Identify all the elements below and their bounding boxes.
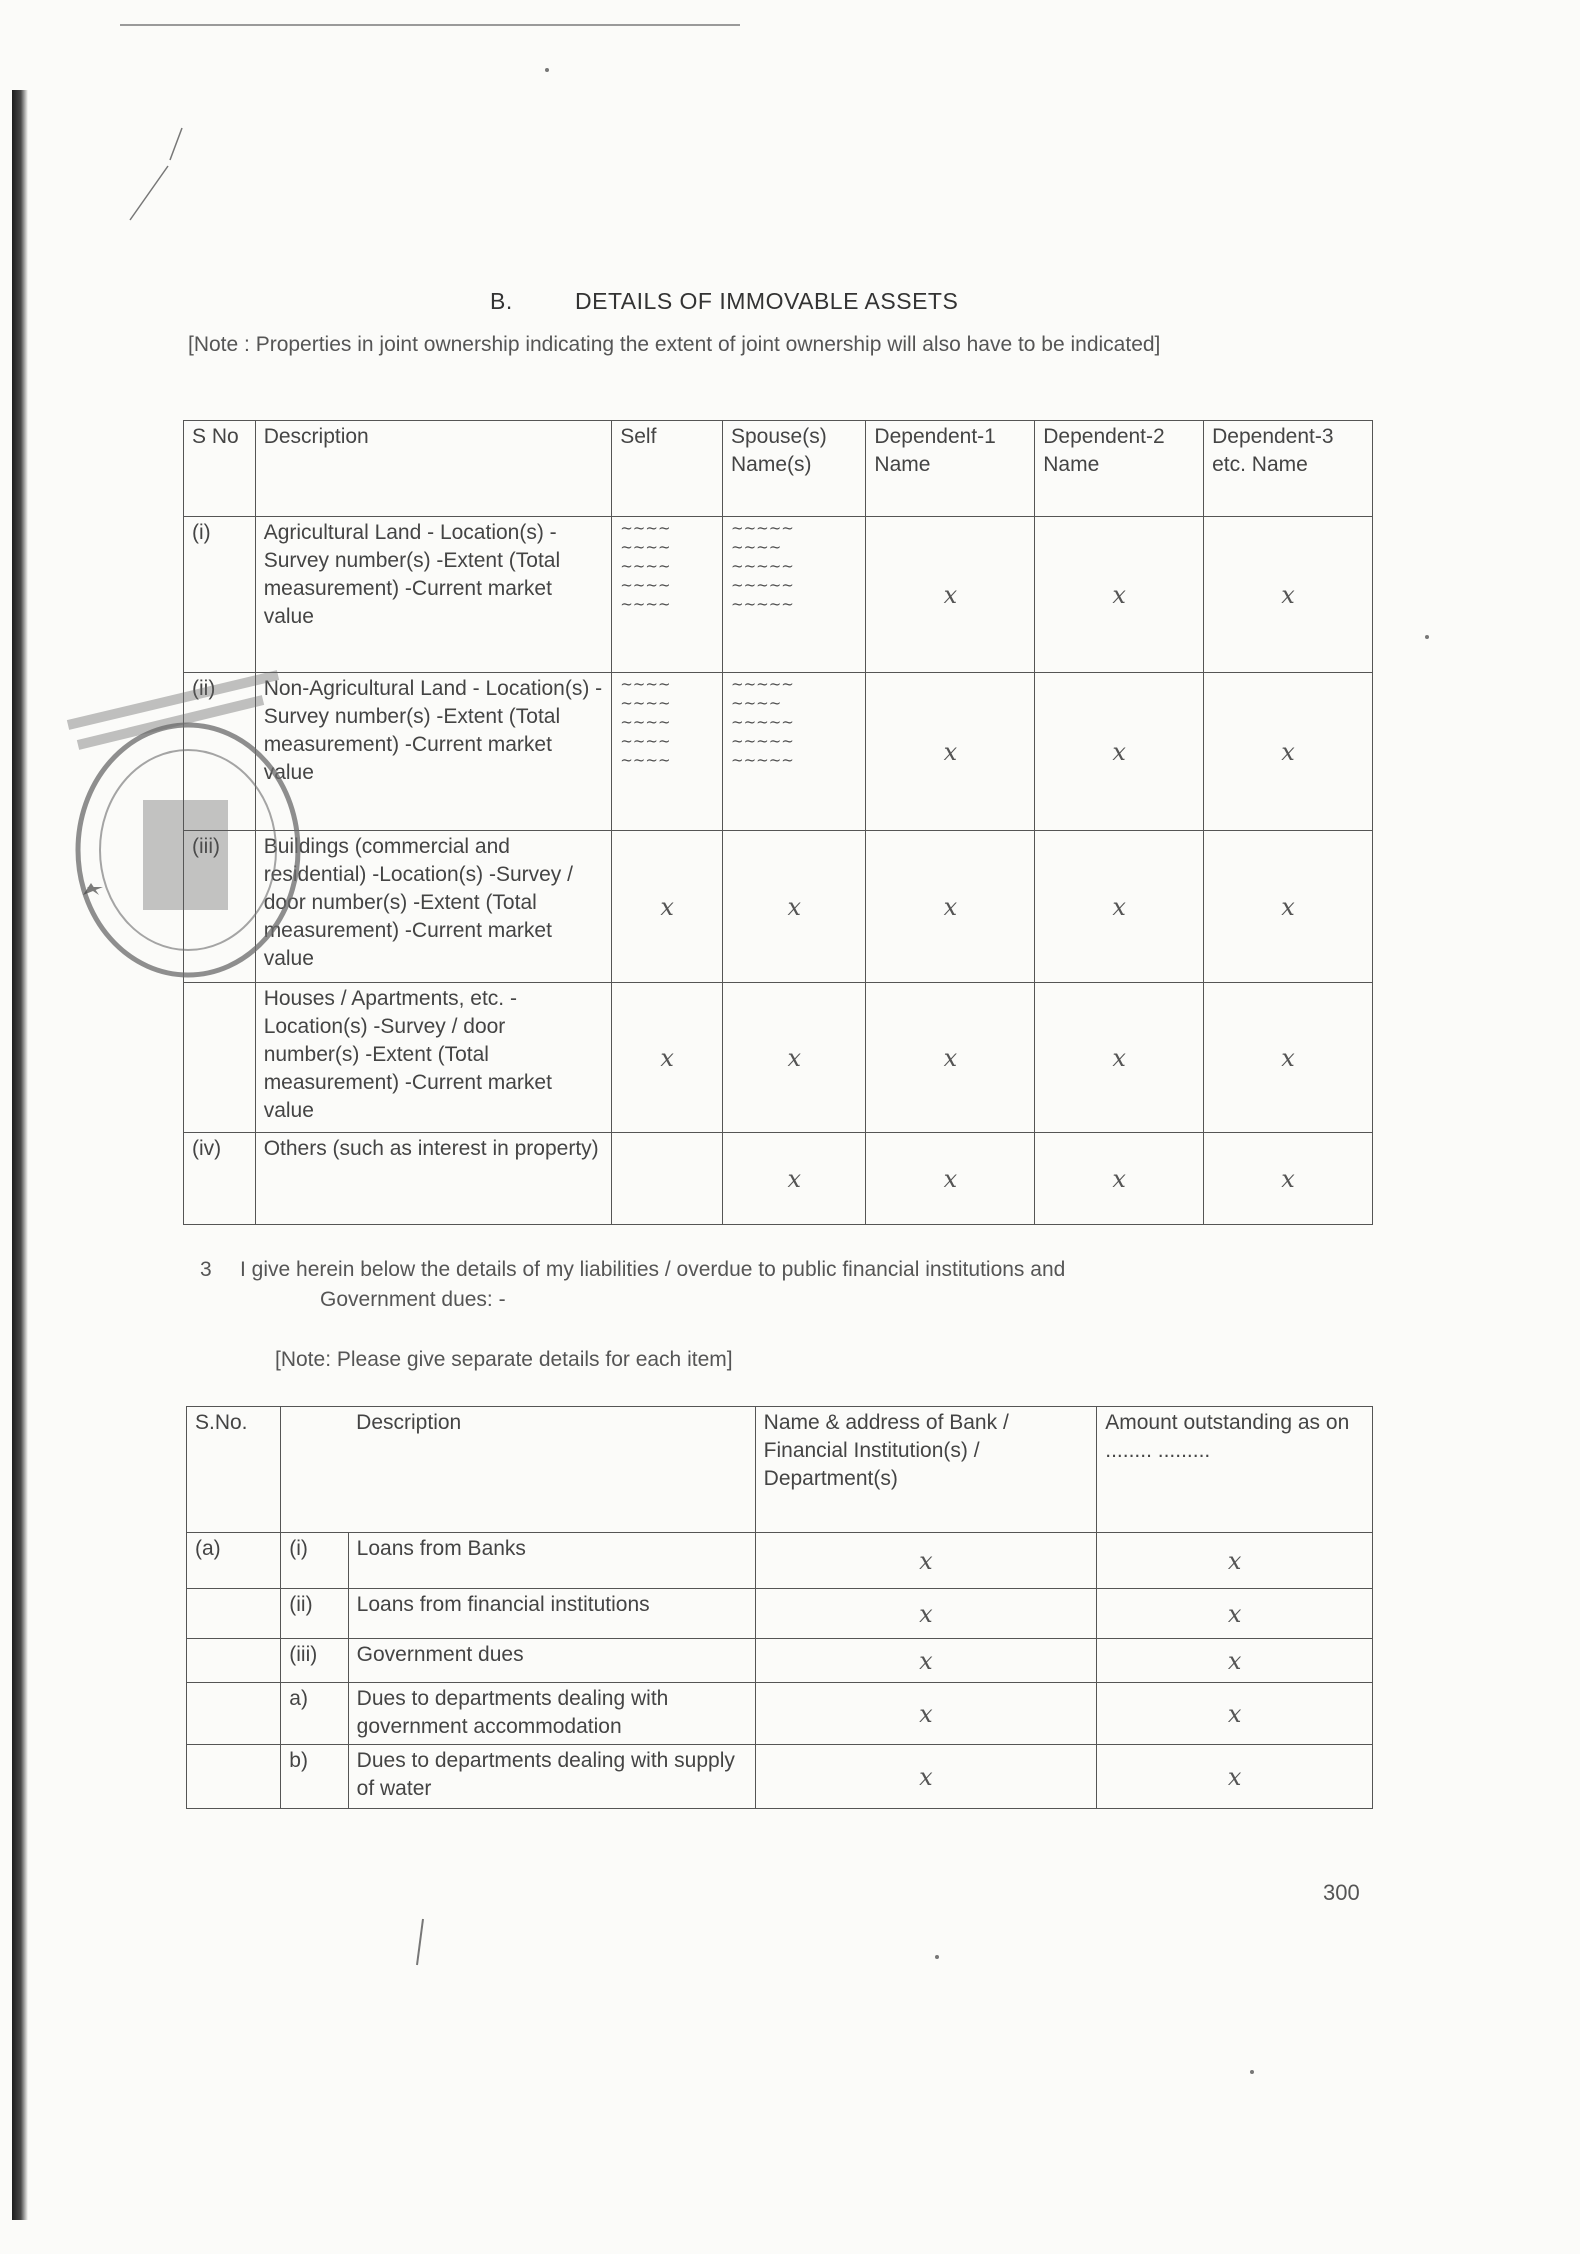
asset-no: (iii) bbox=[184, 831, 256, 983]
asset-row bbox=[184, 983, 1373, 1133]
liabilities-intro bbox=[200, 1255, 1065, 1315]
asset-description: Houses / Apartments, etc. -Location(s) -Survey / door number(s) -Extent (Total measurement) -Current market value bbox=[255, 983, 612, 1133]
liabilities-header-row bbox=[187, 1407, 1373, 1533]
asset-description: Agricultural Land - Location(s) -Survey number(s) -Extent (Total measurement) -Current market value bbox=[255, 517, 612, 673]
liability-row bbox=[187, 1589, 1373, 1639]
immovable-assets-table bbox=[183, 420, 1373, 1225]
asset-row bbox=[184, 1133, 1373, 1225]
header-dependent-1: Dependent-1 Name bbox=[866, 421, 1035, 517]
asset-description: Non-Agricultural Land - Location(s) -Survey number(s) -Extent (Total measurement) -Current market value bbox=[255, 673, 612, 831]
asset-dep2-mark: x bbox=[1035, 517, 1204, 673]
asset-self-handwriting bbox=[612, 517, 723, 673]
asset-dep3-mark: x bbox=[1204, 983, 1373, 1133]
asset-dep1-mark: x bbox=[866, 1133, 1035, 1225]
liability-sno bbox=[187, 1589, 281, 1639]
liability-amount-mark: x bbox=[1097, 1745, 1373, 1809]
liability-sub-number: (iii) bbox=[281, 1639, 348, 1683]
header-description: Description bbox=[255, 421, 612, 517]
liability-sno bbox=[187, 1745, 281, 1809]
liability-sno bbox=[187, 1683, 281, 1745]
item-text-continued: Government dues: - bbox=[320, 1288, 506, 1311]
scan-edge-shadow bbox=[12, 90, 28, 2220]
section-letter: B. bbox=[490, 288, 513, 314]
page-number: 300 bbox=[1323, 1880, 1360, 1905]
asset-dep3-mark: x bbox=[1204, 673, 1373, 831]
liability-row bbox=[187, 1745, 1373, 1809]
header-spacer bbox=[281, 1407, 348, 1533]
liability-bank-mark: x bbox=[755, 1533, 1097, 1589]
asset-no: (i) bbox=[184, 517, 256, 673]
liabilities-table bbox=[186, 1406, 1373, 1809]
header-dependent-3: Dependent-3 etc. Name bbox=[1204, 421, 1373, 517]
asset-spouse-mark: x bbox=[723, 983, 866, 1133]
asset-no: (ii) bbox=[184, 673, 256, 831]
separate-details-note: [Note: Please give separate details for each item] bbox=[275, 1348, 733, 1371]
asset-spouse-mark: x bbox=[723, 831, 866, 983]
liability-bank-mark: x bbox=[755, 1745, 1097, 1809]
liability-sub-number: b) bbox=[281, 1745, 348, 1809]
asset-dep1-mark: x bbox=[866, 983, 1035, 1133]
asset-spouse-mark: x bbox=[723, 1133, 866, 1225]
asset-dep1-mark: x bbox=[866, 517, 1035, 673]
handwritten-scribble: ~~~~~ ~~~~ ~~~~~ ~~~~~ ~~~~~ bbox=[731, 519, 794, 613]
asset-self-handwriting bbox=[612, 673, 723, 831]
liability-amount-mark: x bbox=[1097, 1683, 1373, 1745]
header-dependent-2: Dependent-2 Name bbox=[1035, 421, 1204, 517]
asset-no bbox=[184, 983, 256, 1133]
pen-stroke-mark bbox=[405, 1915, 435, 1975]
asset-row bbox=[184, 673, 1373, 831]
liability-description: Dues to departments dealing with government accommodation bbox=[348, 1683, 755, 1745]
item-number: 3 bbox=[200, 1258, 212, 1281]
liability-amount-mark: x bbox=[1097, 1639, 1373, 1683]
section-title: DETAILS OF IMMOVABLE ASSETS bbox=[575, 288, 959, 314]
liability-sub-number: a) bbox=[281, 1683, 348, 1745]
liability-row bbox=[187, 1639, 1373, 1683]
item-text: I give herein below the details of my liabilities / overdue to public financial institutions and bbox=[240, 1258, 1066, 1281]
asset-self-mark bbox=[612, 1133, 723, 1225]
asset-dep3-mark: x bbox=[1204, 1133, 1373, 1225]
scan-speck bbox=[545, 68, 549, 72]
handwritten-scribble: ~~~~ ~~~~ ~~~~ ~~~~ ~~~~ bbox=[620, 519, 671, 613]
asset-dep2-mark: x bbox=[1035, 1133, 1204, 1225]
assets-header-row bbox=[184, 421, 1373, 517]
header-sno: S No bbox=[184, 421, 256, 517]
liability-row bbox=[187, 1533, 1373, 1589]
asset-self-mark: x bbox=[612, 831, 723, 983]
liability-amount-mark: x bbox=[1097, 1533, 1373, 1589]
liability-sub-number: (ii) bbox=[281, 1589, 348, 1639]
asset-dep2-mark: x bbox=[1035, 831, 1204, 983]
liability-description: Loans from Banks bbox=[348, 1533, 755, 1589]
asset-description: Others (such as interest in property) bbox=[255, 1133, 612, 1225]
handwritten-scribble: ~~~~~ ~~~~ ~~~~~ ~~~~~ ~~~~~ bbox=[731, 675, 794, 769]
asset-dep2-mark: x bbox=[1035, 673, 1204, 831]
asset-dep3-mark: x bbox=[1204, 517, 1373, 673]
liability-bank-mark: x bbox=[755, 1639, 1097, 1683]
header-description: Description bbox=[348, 1407, 755, 1533]
handwritten-scribble: ~~~~ ~~~~ ~~~~ ~~~~ ~~~~ bbox=[620, 675, 671, 769]
asset-dep1-mark: x bbox=[866, 673, 1035, 831]
liability-sno bbox=[187, 1639, 281, 1683]
asset-spouse-handwriting bbox=[723, 517, 866, 673]
liability-description: Loans from financial institutions bbox=[348, 1589, 755, 1639]
liability-bank-mark: x bbox=[755, 1683, 1097, 1745]
liability-row bbox=[187, 1683, 1373, 1745]
header-sno: S.No. bbox=[187, 1407, 281, 1533]
header-self: Self bbox=[612, 421, 723, 517]
header-amount: Amount outstanding as on ........ ......... bbox=[1097, 1407, 1373, 1533]
liability-description: Government dues bbox=[348, 1639, 755, 1683]
asset-self-mark: x bbox=[612, 983, 723, 1133]
liability-bank-mark: x bbox=[755, 1589, 1097, 1639]
header-spouse: Spouse(s) Name(s) bbox=[723, 421, 866, 517]
liability-sno: (a) bbox=[187, 1533, 281, 1589]
top-rule bbox=[120, 24, 740, 26]
asset-row bbox=[184, 517, 1373, 673]
asset-row bbox=[184, 831, 1373, 983]
scan-speck bbox=[1250, 2070, 1254, 2074]
asset-spouse-handwriting bbox=[723, 673, 866, 831]
scan-speck bbox=[1425, 635, 1429, 639]
section-heading bbox=[490, 288, 958, 315]
asset-dep1-mark: x bbox=[866, 831, 1035, 983]
liability-description: Dues to departments dealing with supply of water bbox=[348, 1745, 755, 1809]
liability-amount-mark: x bbox=[1097, 1589, 1373, 1639]
asset-dep3-mark: x bbox=[1204, 831, 1373, 983]
asset-dep2-mark: x bbox=[1035, 983, 1204, 1133]
joint-ownership-note: [Note : Properties in joint ownership indicating the extent of joint ownership will also have to be indicated] bbox=[188, 333, 1161, 356]
pen-stroke-mark bbox=[120, 120, 200, 230]
scan-speck bbox=[935, 1955, 939, 1959]
asset-no: (iv) bbox=[184, 1133, 256, 1225]
asset-description: Buildings (commercial and residential) -Location(s) -Survey / door number(s) -Extent (Total measurement) -Current market value bbox=[255, 831, 612, 983]
liability-sub-number: (i) bbox=[281, 1533, 348, 1589]
header-bank: Name & address of Bank / Financial Institution(s) / Department(s) bbox=[755, 1407, 1097, 1533]
